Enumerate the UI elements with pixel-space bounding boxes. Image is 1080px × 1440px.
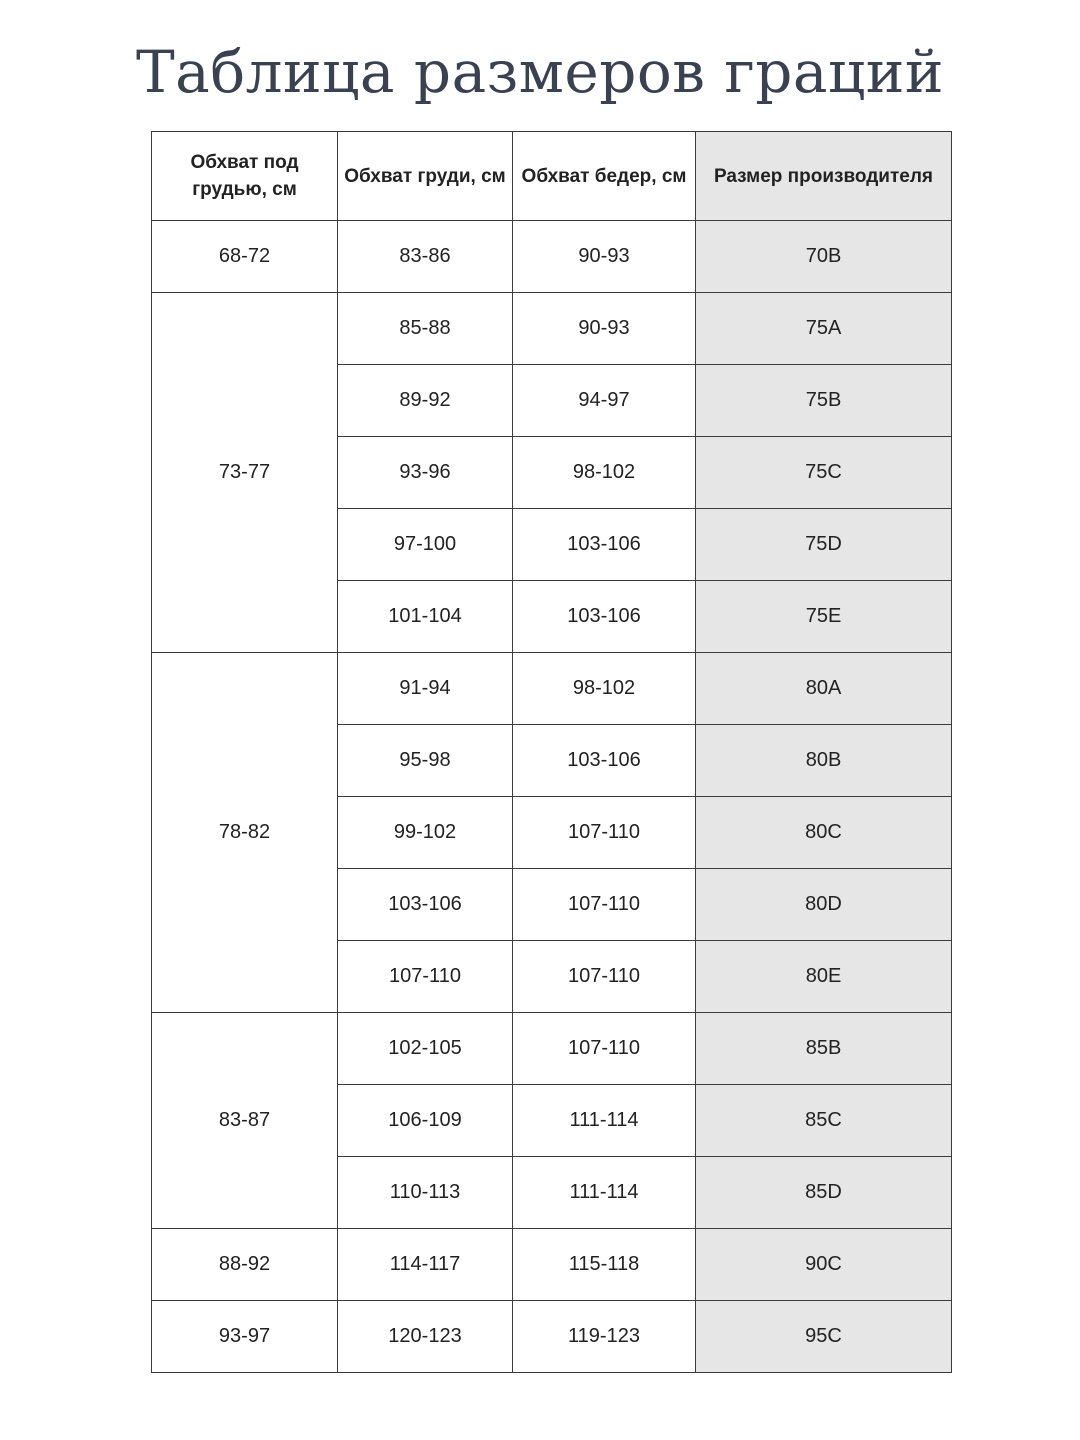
underbust-cell: 93-97: [152, 1301, 338, 1373]
bust-cell: 110-113: [338, 1157, 513, 1229]
underbust-cell: 88-92: [152, 1229, 338, 1301]
hips-cell: 98-102: [513, 653, 696, 725]
size-cell: 75C: [696, 437, 952, 509]
underbust-cell: 78-82: [152, 653, 338, 1013]
hips-cell: 107-110: [513, 869, 696, 941]
bust-cell: 120-123: [338, 1301, 513, 1373]
table-row: [152, 293, 952, 365]
size-table-body: [152, 221, 952, 1373]
bust-cell: 85-88: [338, 293, 513, 365]
table-row: [152, 1229, 952, 1301]
page-title: Таблица размеров граций: [135, 38, 945, 106]
size-cell: 80E: [696, 941, 952, 1013]
bust-cell: 99-102: [338, 797, 513, 869]
hips-cell: 94-97: [513, 365, 696, 437]
bust-cell: 107-110: [338, 941, 513, 1013]
bust-cell: 114-117: [338, 1229, 513, 1301]
bust-cell: 106-109: [338, 1085, 513, 1157]
table-row: [152, 653, 952, 725]
bust-cell: 101-104: [338, 581, 513, 653]
size-cell: 80C: [696, 797, 952, 869]
hips-cell: 115-118: [513, 1229, 696, 1301]
table-row: [152, 1301, 952, 1373]
hips-cell: 119-123: [513, 1301, 696, 1373]
size-cell: 75B: [696, 365, 952, 437]
header-underbust: Обхват под грудью, см: [152, 132, 338, 221]
size-table: [151, 131, 952, 1373]
hips-cell: 111-114: [513, 1157, 696, 1229]
size-cell: 85D: [696, 1157, 952, 1229]
bust-cell: 102-105: [338, 1013, 513, 1085]
bust-cell: 103-106: [338, 869, 513, 941]
bust-cell: 83-86: [338, 221, 513, 293]
size-cell: 85C: [696, 1085, 952, 1157]
header-manufacturer-size: Размер производителя: [696, 132, 952, 221]
size-cell: 90C: [696, 1229, 952, 1301]
hips-cell: 107-110: [513, 797, 696, 869]
size-cell: 80A: [696, 653, 952, 725]
header-row: [152, 132, 952, 221]
size-cell: 75A: [696, 293, 952, 365]
header-hips: Обхват бедер, см: [513, 132, 696, 221]
hips-cell: 90-93: [513, 293, 696, 365]
size-cell: 95C: [696, 1301, 952, 1373]
size-cell: 70B: [696, 221, 952, 293]
bust-cell: 91-94: [338, 653, 513, 725]
size-cell: 85B: [696, 1013, 952, 1085]
bust-cell: 93-96: [338, 437, 513, 509]
hips-cell: 103-106: [513, 581, 696, 653]
underbust-cell: 73-77: [152, 293, 338, 653]
underbust-cell: 83-87: [152, 1013, 338, 1229]
underbust-cell: 68-72: [152, 221, 338, 293]
table-row: [152, 1013, 952, 1085]
hips-cell: 98-102: [513, 437, 696, 509]
hips-cell: 107-110: [513, 1013, 696, 1085]
hips-cell: 103-106: [513, 725, 696, 797]
size-cell: 80D: [696, 869, 952, 941]
hips-cell: 103-106: [513, 509, 696, 581]
size-cell: 75D: [696, 509, 952, 581]
bust-cell: 95-98: [338, 725, 513, 797]
hips-cell: 90-93: [513, 221, 696, 293]
bust-cell: 97-100: [338, 509, 513, 581]
size-cell: 75E: [696, 581, 952, 653]
hips-cell: 111-114: [513, 1085, 696, 1157]
size-cell: 80B: [696, 725, 952, 797]
hips-cell: 107-110: [513, 941, 696, 1013]
header-bust: Обхват груди, см: [338, 132, 513, 221]
table-row: [152, 221, 952, 293]
bust-cell: 89-92: [338, 365, 513, 437]
